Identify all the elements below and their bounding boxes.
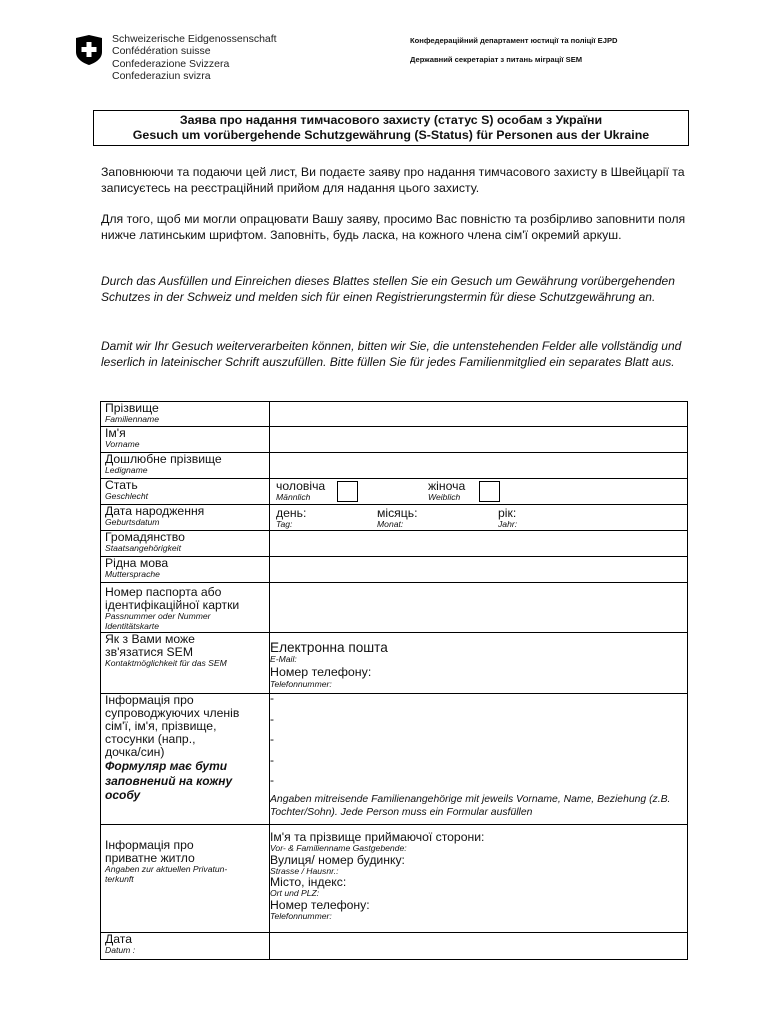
label-maiden-de: Ledigname (105, 465, 148, 475)
title-ukrainian: Заява про надання тимчасового захисту (статус S) особам з України (179, 113, 603, 127)
label-firstname (101, 427, 270, 453)
family-line-4: - (270, 752, 274, 767)
row-contact (101, 633, 688, 694)
label-contact-uk-2: зв'язатися SEM (105, 645, 193, 659)
intro-uk-2: Для того, щоб ми могли опрацювати Вашу заяву, просимо Вас повністю та розбірливо заповнити поля нижче латинським шрифтом. Заповніть, будь ласка, на кожного члена сім'ї окремий аркуш. (101, 212, 686, 243)
label-family-uk-1: Інформація про (105, 693, 194, 707)
year-label-uk: рік: (498, 506, 517, 520)
month-label-uk: місяць: (377, 506, 418, 520)
label-housing-de-1: Angaben zur aktuellen Privatun- (105, 864, 228, 874)
row-family (101, 694, 688, 825)
surname-field[interactable] (270, 402, 688, 427)
row-surname (101, 402, 688, 427)
date-field[interactable] (270, 933, 688, 960)
family-note-bold-1: Формуляр має бути (105, 759, 228, 773)
confederation-it: Confederazione Svizzera (112, 57, 230, 70)
label-firstname-de: Vorname (105, 439, 140, 449)
row-passport (101, 583, 688, 633)
row-housing (101, 825, 688, 933)
label-language-uk: Рідна мова (105, 556, 169, 570)
label-passport-uk-2: ідентифікаційної картки (105, 598, 240, 612)
label-surname (101, 402, 270, 427)
department-name: Конфедераційний департамент юстиції та поліції EJPD (410, 36, 618, 45)
label-birthdate-uk: Дата народження (105, 504, 205, 518)
row-sex (101, 479, 688, 505)
family-line-3: - (270, 732, 274, 746)
label-family-uk-2: супроводжуючих членів (105, 706, 240, 720)
label-citizenship (101, 531, 270, 557)
host-phone-label-de: Telefonnummer: (270, 910, 332, 921)
label-housing-uk-2: приватне житло (105, 851, 195, 865)
day-label-uk: день: (276, 506, 307, 520)
row-firstname (101, 427, 688, 453)
email-label-de: E-Mail: (270, 654, 297, 664)
family-line-1: - (270, 693, 274, 705)
email-label-uk: Електронна пошта (270, 640, 388, 655)
confederation-names (112, 33, 277, 83)
label-contact-de: Kontaktmöglichkeit für das SEM (105, 658, 227, 668)
street-label-de: Strasse / Hausnr.: (270, 865, 339, 876)
month-label-de: Monat: (377, 519, 404, 529)
female-label-uk: жіноча (428, 479, 466, 493)
language-field[interactable] (270, 557, 688, 583)
passport-field[interactable] (270, 583, 688, 633)
label-surname-uk: Прізвище (105, 401, 159, 415)
title-box (93, 110, 689, 146)
male-label-uk: чоловіча (276, 479, 326, 493)
label-contact-uk-1: Як з Вами може (105, 632, 195, 646)
label-passport (101, 583, 270, 633)
label-maiden-uk: Дошлюбне прізвище (105, 452, 222, 466)
firstname-field[interactable] (270, 427, 688, 453)
intro-uk-1: Заповнюючи та подаючи цей лист, Ви подаєте заяву про надання тимчасового захисту в Швейцарії та записуєтесь на реєстраційний прийом для надання цього захисту. (101, 165, 685, 196)
label-contact (101, 633, 270, 694)
female-label-de: Weiblich (428, 492, 461, 502)
label-citizenship-uk: Громадянство (105, 530, 185, 544)
label-maiden-name (101, 453, 270, 479)
male-checkbox[interactable] (337, 481, 358, 502)
host-label-uk: Ім'я та прізвище приймаючої сторони: (270, 830, 485, 844)
label-date (101, 933, 270, 960)
label-citizenship-de: Staatsangehörigkeit (105, 543, 181, 553)
confederation-fr: Confédération suisse (112, 45, 211, 58)
confederation-rm: Confederaziun svizra (112, 70, 211, 83)
birthdate-field[interactable] (270, 505, 688, 531)
contact-field[interactable] (270, 633, 688, 694)
phone-label-uk: Номер телефону: (270, 664, 372, 679)
city-label-de: Ort und PLZ: (270, 888, 320, 898)
host-label-de: Vor- & Familienname Gastgebende: (270, 843, 407, 853)
city-label-uk: Місто, індекс: (270, 875, 347, 889)
year-label-de: Jahr: (498, 519, 518, 529)
label-family-uk-5: дочка/син) (105, 745, 165, 759)
family-field[interactable] (270, 694, 688, 825)
family-line-2: - (270, 711, 274, 726)
label-date-de: Datum : (105, 945, 136, 955)
male-label-de: Männlich (276, 492, 311, 502)
label-sex-de: Geschlecht (105, 491, 148, 501)
secretariat-name: Державний секретаріат з питань міграції SEM (410, 55, 583, 64)
label-family (101, 694, 270, 825)
label-surname-de: Familienname (105, 414, 159, 424)
application-form-table (100, 401, 688, 960)
family-note-bold-2: заповнений на кожну (105, 773, 233, 788)
phone-label-de: Telefonnummer: (270, 678, 332, 689)
intro-de-1: Durch das Ausfüllen und Einreichen dieses Blattes stellen Sie ein Gesuch um Gewährung vorübergehenden Schutzes in der Schweiz und melden sich für einen Registrierungstermin für diese Schutzgewährung an. (101, 274, 675, 305)
swiss-cross-logo-icon (76, 35, 102, 65)
label-housing-uk-1: Інформація про (105, 838, 194, 852)
label-birthdate (101, 505, 270, 531)
row-language (101, 557, 688, 583)
label-birthdate-de: Geburtsdatum (105, 517, 160, 527)
intro-de-2: Damit wir Ihr Gesuch weiterverarbeiten können, bitten wir Sie, die untenstehenden Felder alle vollständig und leserlich in lateinischer Schrift auszufüllen. Bitte füllen Sie für jedes Familienmitglied ein separates Blatt aus. (101, 339, 682, 370)
label-housing (101, 825, 270, 933)
label-housing-de-2: terkunft (105, 873, 134, 884)
row-maiden-name (101, 453, 688, 479)
housing-field[interactable] (270, 825, 688, 933)
family-note-de: Angaben mitreisende Familienangehörige mit jeweils Vorname, Name, Beziehung (z.B. Tochter/Sohn). Jede Person muss ein Formular ausfüllen (270, 793, 671, 818)
label-passport-uk-1: Номер паспорта або (105, 585, 222, 599)
label-passport-de-1: Passnummer oder Nummer (105, 611, 211, 621)
row-date (101, 933, 688, 960)
maiden-name-field[interactable] (270, 453, 688, 479)
confederation-de: Schweizerische Eidgenossenschaft (112, 33, 277, 45)
label-date-uk: Дата (105, 932, 132, 946)
row-birthdate (101, 505, 688, 531)
host-phone-label-uk: Номер телефону: (270, 897, 370, 912)
row-citizenship (101, 531, 688, 557)
family-line-5: - (270, 773, 274, 787)
family-note-bold-3: особу (105, 788, 141, 802)
label-passport-de-2: Identitätskarte (105, 620, 159, 631)
sex-field (270, 479, 688, 505)
citizenship-field[interactable] (270, 531, 688, 557)
title-german: Gesuch um vorübergehende Schutzgewährung (S-Status) für Personen aus der Ukraine (132, 128, 650, 142)
street-label-uk: Вулиця/ номер будинку: (270, 852, 405, 867)
label-firstname-uk: Ім'я (105, 426, 126, 440)
female-checkbox[interactable] (479, 481, 500, 502)
label-language-de: Muttersprache (105, 569, 160, 579)
label-sex-uk: Стать (105, 478, 138, 492)
label-family-uk-3: сім'ї, ім'я, прізвище, (105, 719, 217, 733)
label-language (101, 557, 270, 583)
label-family-uk-4: стосунки (напр., (105, 732, 196, 746)
label-sex (101, 479, 270, 505)
day-label-de: Tag: (276, 519, 293, 529)
